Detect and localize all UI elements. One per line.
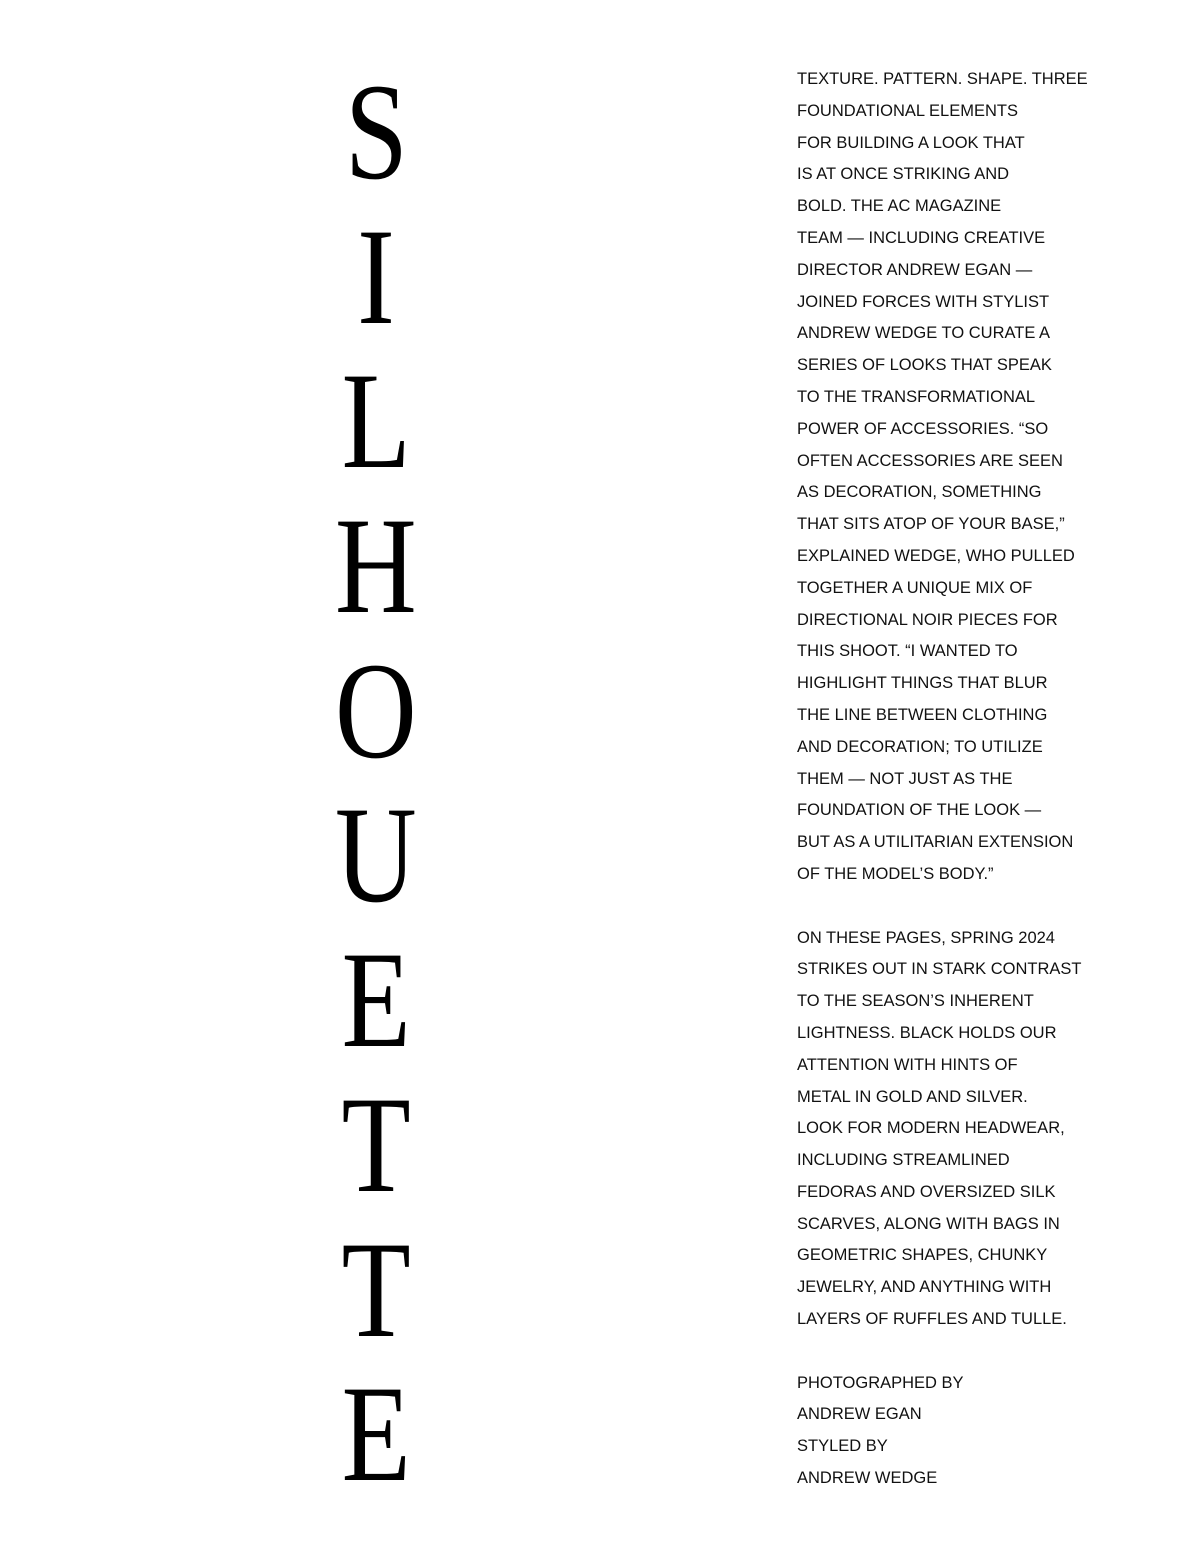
text-line: TO THE SEASON’S INHERENT <box>797 992 1034 1011</box>
text-line: TEAM — INCLUDING CREATIVE <box>797 228 1046 247</box>
text-line: EXPLAINED WEDGE, WHO PULLED <box>797 546 1075 565</box>
text-line: TEXTURE. PATTERN. SHAPE. THREE <box>797 70 1088 88</box>
vertical-title <box>316 55 436 1511</box>
text-line: DIRECTOR ANDREW EGAN — <box>797 260 1033 279</box>
intro-paragraph <box>797 64 1097 891</box>
text-line: HIGHLIGHT THINGS THAT BLUR <box>797 674 1048 693</box>
title-letter: E <box>341 1357 411 1511</box>
text-line: TO THE TRANSFORMATIONAL <box>797 387 1036 406</box>
title-letter: U <box>335 778 417 932</box>
credit-line: ANDREW EGAN <box>797 1405 922 1424</box>
text-line: BOLD. THE AC MAGAZINE <box>797 197 1002 216</box>
text-line: THEM — NOT JUST AS THE <box>797 769 1013 788</box>
text-line: THAT SITS ATOP OF YOUR BASE,” <box>797 515 1065 534</box>
article-text <box>797 64 1097 1495</box>
text-line: ON THESE PAGES, SPRING 2024 <box>797 928 1055 947</box>
text-line: AS DECORATION, SOMETHING <box>797 483 1042 502</box>
credits <box>797 1368 1097 1495</box>
credit-line: ANDREW WEDGE <box>797 1469 938 1488</box>
text-line: INCLUDING STREAMLINED <box>797 1151 1010 1170</box>
text-line: JOINED FORCES WITH STYLIST <box>797 292 1050 311</box>
text-line: FEDORAS AND OVERSIZED SILK <box>797 1182 1056 1201</box>
text-line: AND DECORATION; TO UTILIZE <box>797 737 1043 756</box>
title-letter: L <box>341 344 411 498</box>
text-line: FOUNDATION OF THE LOOK — <box>797 801 1042 820</box>
text-line: GEOMETRIC SHAPES, CHUNKY <box>797 1246 1048 1265</box>
title-letter: H <box>335 489 417 643</box>
title-letter: T <box>341 1067 411 1221</box>
text-line: DIRECTIONAL NOIR PIECES FOR <box>797 610 1058 629</box>
title-letter: O <box>335 633 417 787</box>
text-line: OFTEN ACCESSORIES ARE SEEN <box>797 451 1063 470</box>
text-line: STRIKES OUT IN STARK CONTRAST <box>797 960 1082 979</box>
text-line: JEWELRY, AND ANYTHING WITH <box>797 1278 1052 1297</box>
text-line: THE LINE BETWEEN CLOTHING <box>797 705 1048 724</box>
title-letter: E <box>341 923 411 1077</box>
season-paragraph <box>797 923 1097 1336</box>
text-line: BUT AS A UTILITARIAN EXTENSION <box>797 833 1074 852</box>
text-line: FOUNDATIONAL ELEMENTS <box>797 101 1018 120</box>
text-line: THIS SHOOT. “I WANTED TO <box>797 642 1018 661</box>
text-line: LOOK FOR MODERN HEADWEAR, <box>797 1119 1065 1138</box>
title-letter: S <box>344 55 408 208</box>
text-line: SERIES OF LOOKS THAT SPEAK <box>797 356 1052 375</box>
text-line: IS AT ONCE STRIKING AND <box>797 165 1010 184</box>
text-line: SCARVES, ALONG WITH BAGS IN <box>797 1214 1060 1233</box>
title-letter: T <box>341 1212 411 1366</box>
text-line: LAYERS OF RUFFLES AND TULLE. <box>797 1310 1067 1329</box>
credit-line: STYLED BY <box>797 1437 888 1456</box>
text-line: TOGETHER A UNIQUE MIX OF <box>797 578 1033 597</box>
text-line: OF THE MODEL’S BODY.” <box>797 864 994 883</box>
text-line: FOR BUILDING A LOOK THAT <box>797 133 1025 152</box>
text-line: ATTENTION WITH HINTS OF <box>797 1055 1018 1074</box>
text-line: METAL IN GOLD AND SILVER. <box>797 1087 1028 1106</box>
text-line: ANDREW WEDGE TO CURATE A <box>797 324 1051 343</box>
title-letter: I <box>357 199 395 353</box>
credit-line: PHOTOGRAPHED BY <box>797 1373 964 1392</box>
text-line: POWER OF ACCESSORIES. “SO <box>797 419 1049 438</box>
text-line: LIGHTNESS. BLACK HOLDS OUR <box>797 1023 1057 1042</box>
